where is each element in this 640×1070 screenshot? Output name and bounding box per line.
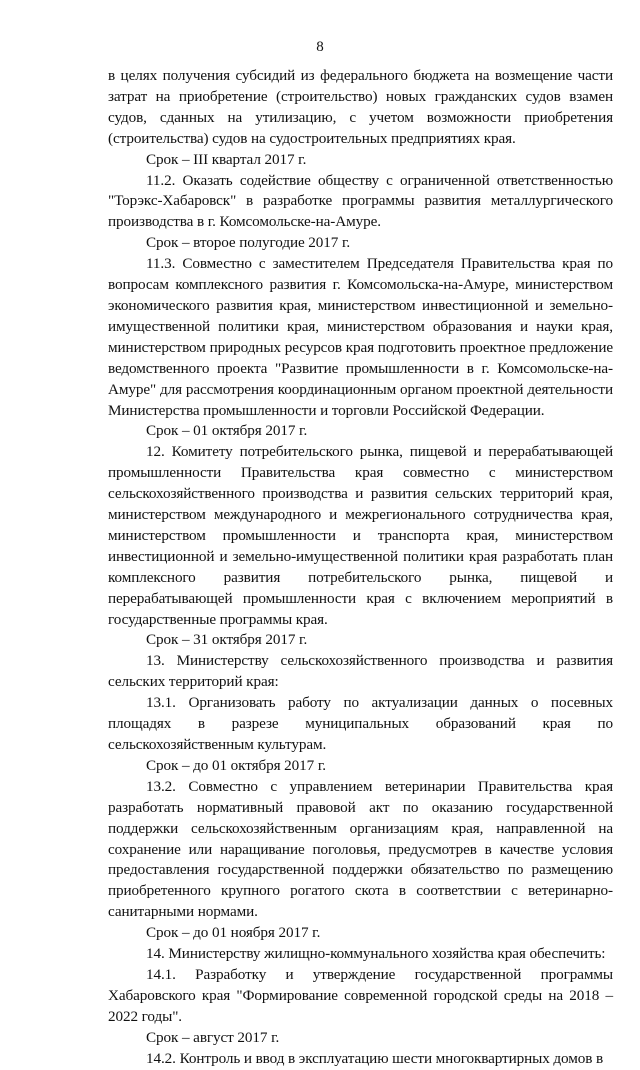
paragraph-14: 14. Министерству жилищно-коммунального хозяйства края обеспечить: xyxy=(146,945,606,963)
document-body xyxy=(108,66,613,1070)
paragraph-13: 13. Министерству сельскохозяйственного производства и развития сельских территорий края: xyxy=(108,652,613,691)
deadline-line: Срок – 01 октября 2017 г. xyxy=(146,422,308,440)
paragraph-13-2: 13.2. Совместно с управлением ветеринарии Правительства края разработать нормативный правовой акт по оказанию государственной поддержки сельскохозяйственным организациям края, направленной на сохранение или наращивание поголовья, предусмотрев в качестве условия предоставления государственной поддержки обязательство по размещению приобретенного крупного рогатого скота в соответствии с ветеринарно-санитарными нормами. xyxy=(108,777,613,921)
paragraph-12: 12. Комитету потребительского рынка, пищевой и перерабатывающей промышленности Правительства края совместно с министерством сельскохозяйственного производства и развития сельских территорий края, министерством международного и межрегионального сотрудничества края, министерством промышленности и транспорта края, министерством инвестиционной и земельно-имущественной политики края разработать план комплексного развития потребительского рынка, пищевой и перерабатывающей промышленности края с включением мероприятий в государственные программы края. xyxy=(108,443,613,628)
paragraph-13-1: 13.1. Организовать работу по актуализации данных о посевных площадях в разрезе муниципальных образований края по сельскохозяйственным культурам. xyxy=(108,694,613,753)
paragraph-11-3: 11.3. Совместно с заместителем Председателя Правительства края по вопросам комплексного развития г. Комсомольска-на-Амуре, министерством экономического развития края, министерством инвестиционной и земельно-имущественной политики края, министерством образования и науки края, министерством природных ресурсов края подготовить проектное предложение ведомственного проекта "Развитие промышленности в г. Комсомольске-на-Амуре" для рассмотрения координационным органом проектной деятельности Министерства промышленности и торговли Российской Федерации. xyxy=(108,255,613,419)
deadline-line: Срок – III квартал 2017 г. xyxy=(146,150,307,168)
paragraph-14-2: 14.2. Контроль и ввод в эксплуатацию шести многоквартирных домов в xyxy=(146,1049,604,1067)
page-number: 8 xyxy=(316,39,324,55)
deadline-line: Срок – до 01 октября 2017 г. xyxy=(146,756,326,774)
deadline-line: Срок – август 2017 г. xyxy=(146,1028,280,1046)
paragraph-14-1: 14.1. Разработку и утверждение государственной программы Хабаровского края "Формирование современной городской среды на 2018 – 2022 годы". xyxy=(108,965,613,1025)
deadline-line: Срок – до 01 ноября 2017 г. xyxy=(146,924,321,942)
deadline-line: Срок – 31 октября 2017 г. xyxy=(146,631,308,649)
paragraph-continuation: в целях получения субсидий из федерального бюджета на возмещение части затрат на приобретение (строительство) новых гражданских судов взамен судов, сданных на утилизацию, с учетом возможности приобретения (строительства) судов на судостроительных предприятиях края. xyxy=(108,67,613,147)
deadline-line: Срок – второе полугодие 2017 г. xyxy=(146,234,351,252)
paragraph-11-2: 11.2. Оказать содействие обществу с ограниченной ответственностью "Торэкс-Хабаровск" в разработке программы развития металлургического производства в г. Комсомольске-на-Амуре. xyxy=(108,171,613,231)
